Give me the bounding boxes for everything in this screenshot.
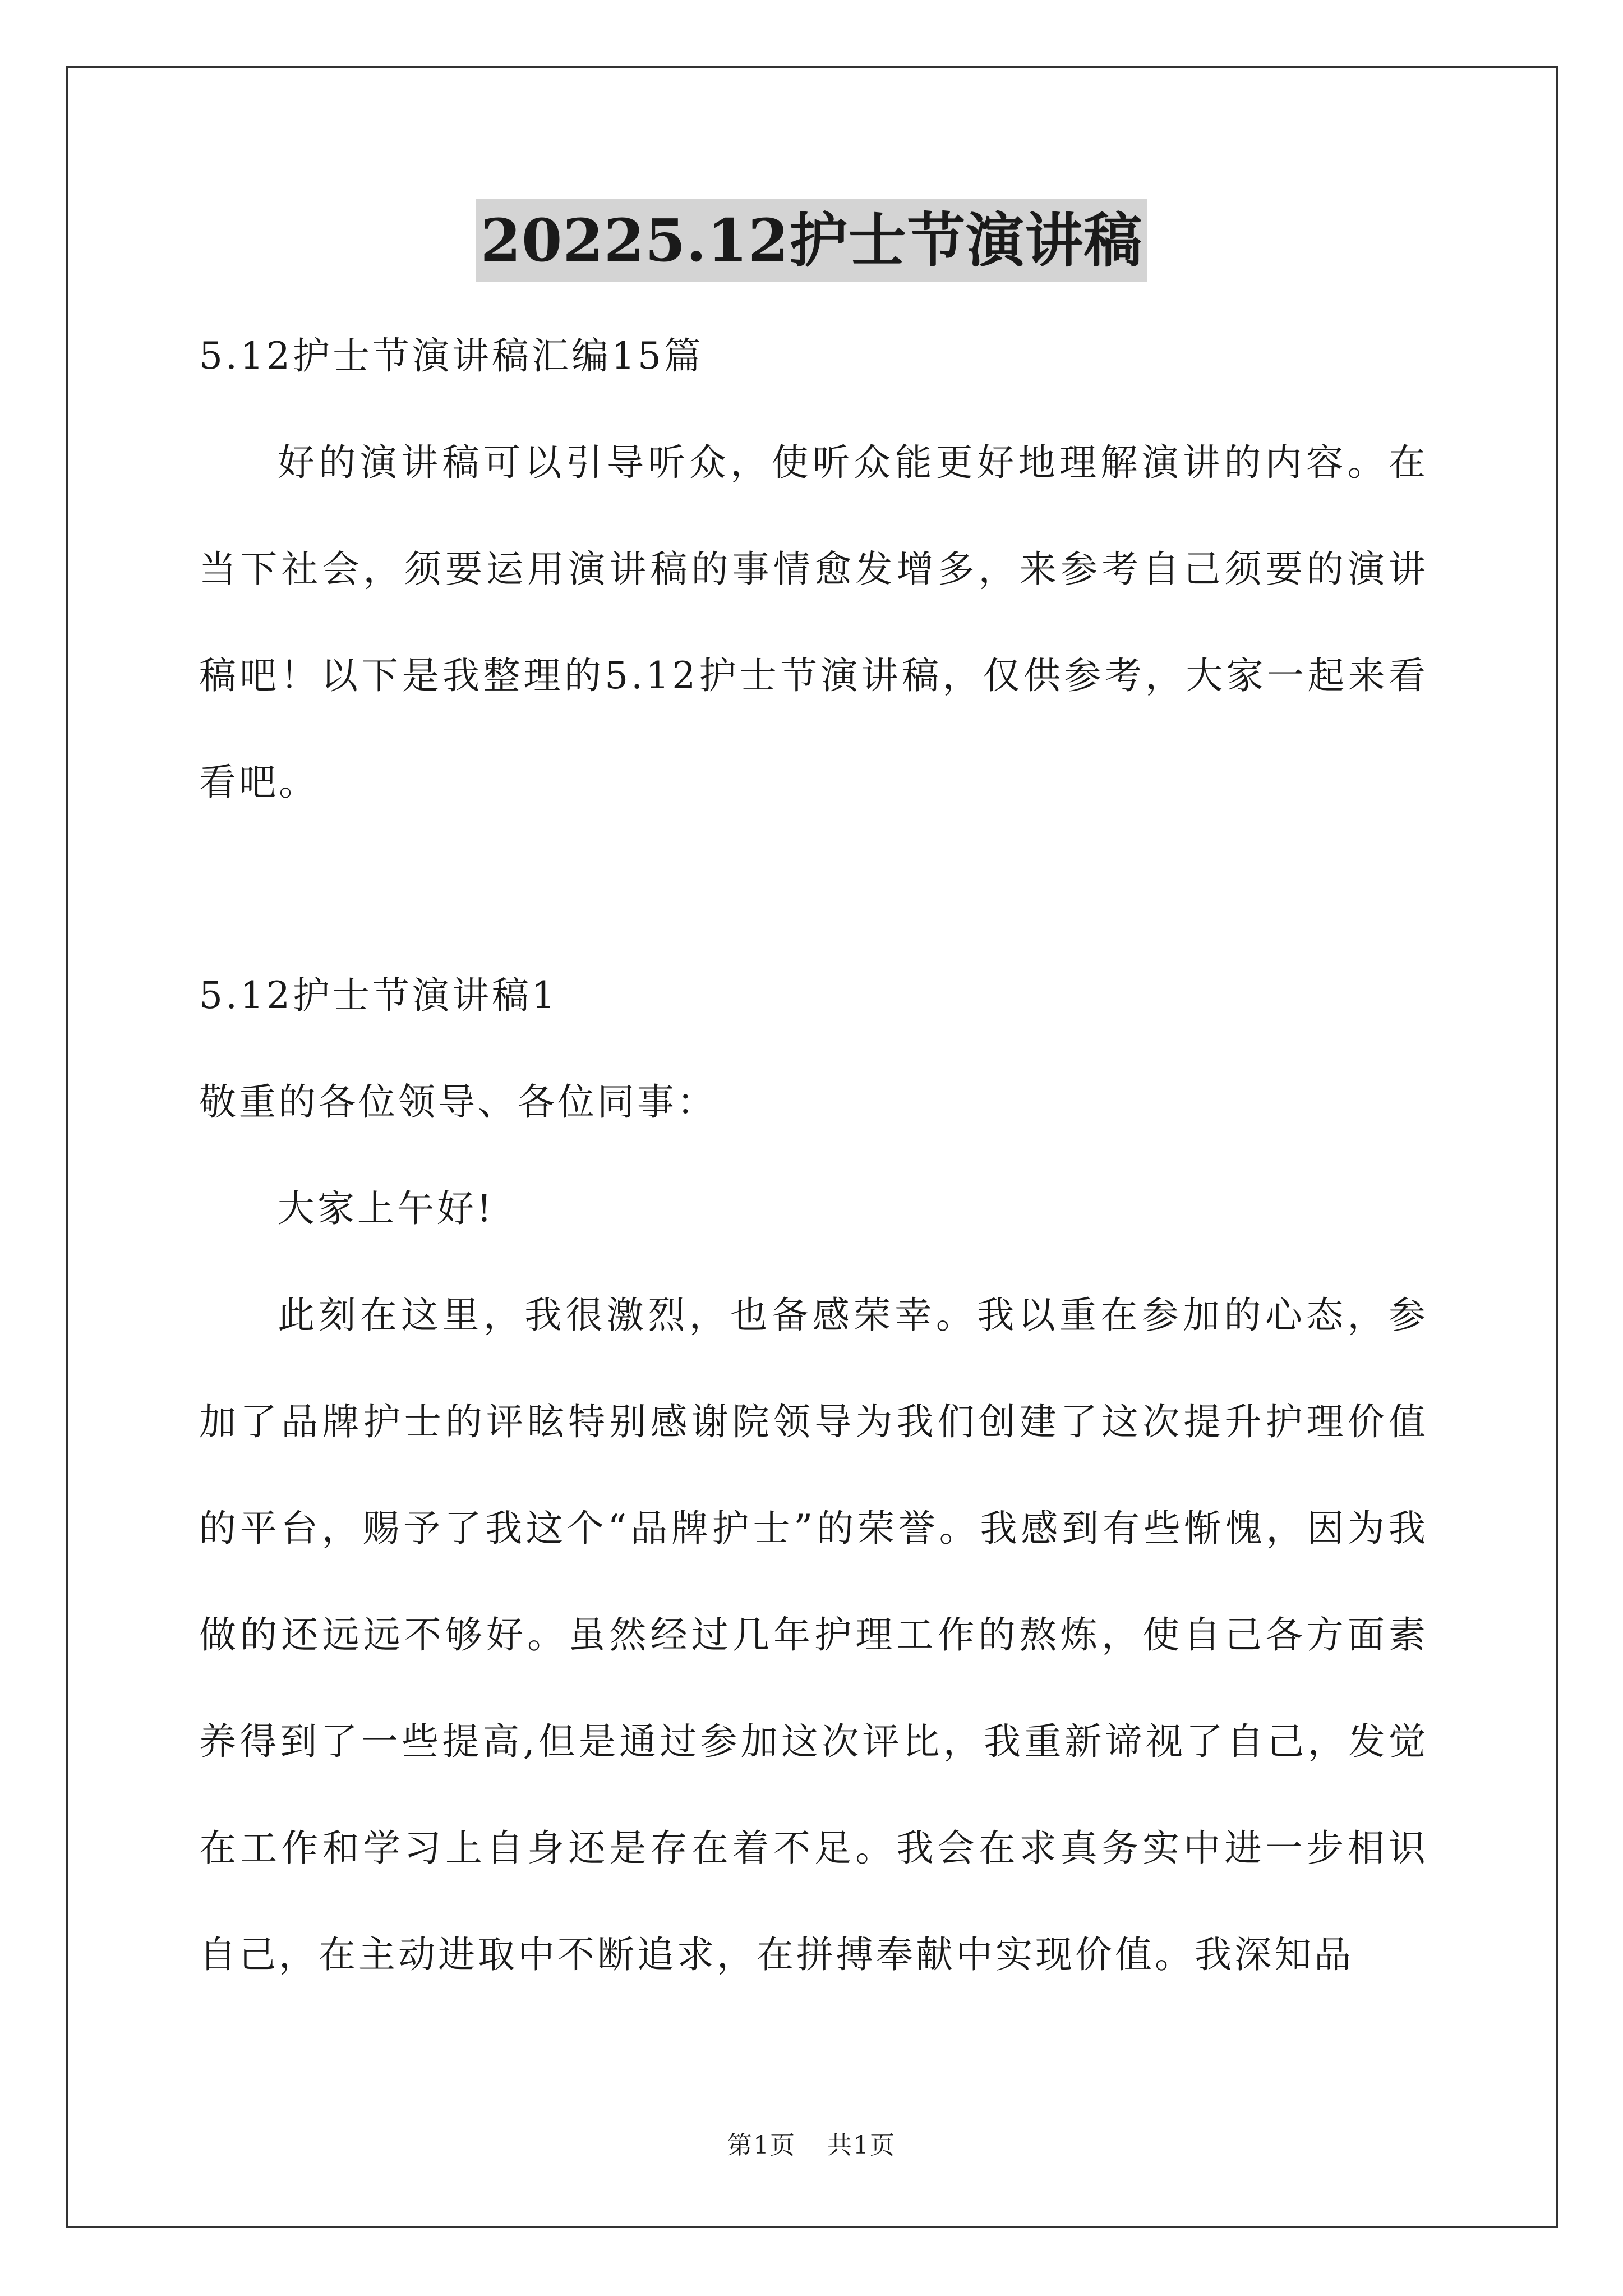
salutation: 敬重的各位领导、各位同事： bbox=[199, 1080, 717, 1124]
document-subtitle: 5.12护士节演讲稿汇编15篇 bbox=[199, 334, 704, 378]
page-total: 共1页 bbox=[827, 2131, 896, 2160]
section-heading: 5.12护士节演讲稿1 bbox=[199, 974, 558, 1017]
greeting: 大家上午好! bbox=[278, 1187, 495, 1230]
body-paragraph: 此刻在这里，我很激烈，也备感荣幸。我以重在参加的心态，参加了品牌护士的评眩特别感谢院领导为我们创建了这次提升护理价值的平台，赐予了我这个“品牌护士”的荣誉。我感到有些惭愧，因为我做的还远远不够好。虽然经过几年护理工作的熬炼，使自己各方面素养得到了一些提高,但是通过参加这次评比，我重新谛视了自己，发觉在工作和学习上自身还是存在着不足。我会在求真务实中进一步相识自己，在主动进取中不断追求，在拼搏奉献中实现价值。我深知品 bbox=[199, 1294, 1428, 1976]
page-footer bbox=[0, 2129, 1623, 2162]
page-number: 第1页 bbox=[727, 2131, 796, 2160]
intro-paragraph: 好的演讲稿可以引导听众，使听众能更好地理解演讲的内容。在当下社会，须要运用演讲稿的事情愈发增多，来参考自己须要的演讲稿吧！以下是我整理的5.12护士节演讲稿，仅供参考，大家一起来看看吧。 bbox=[199, 441, 1428, 804]
document-body bbox=[199, 303, 1428, 2008]
document-title: 20225.12护士节演讲稿 bbox=[476, 199, 1147, 282]
title-container bbox=[0, 199, 1623, 282]
